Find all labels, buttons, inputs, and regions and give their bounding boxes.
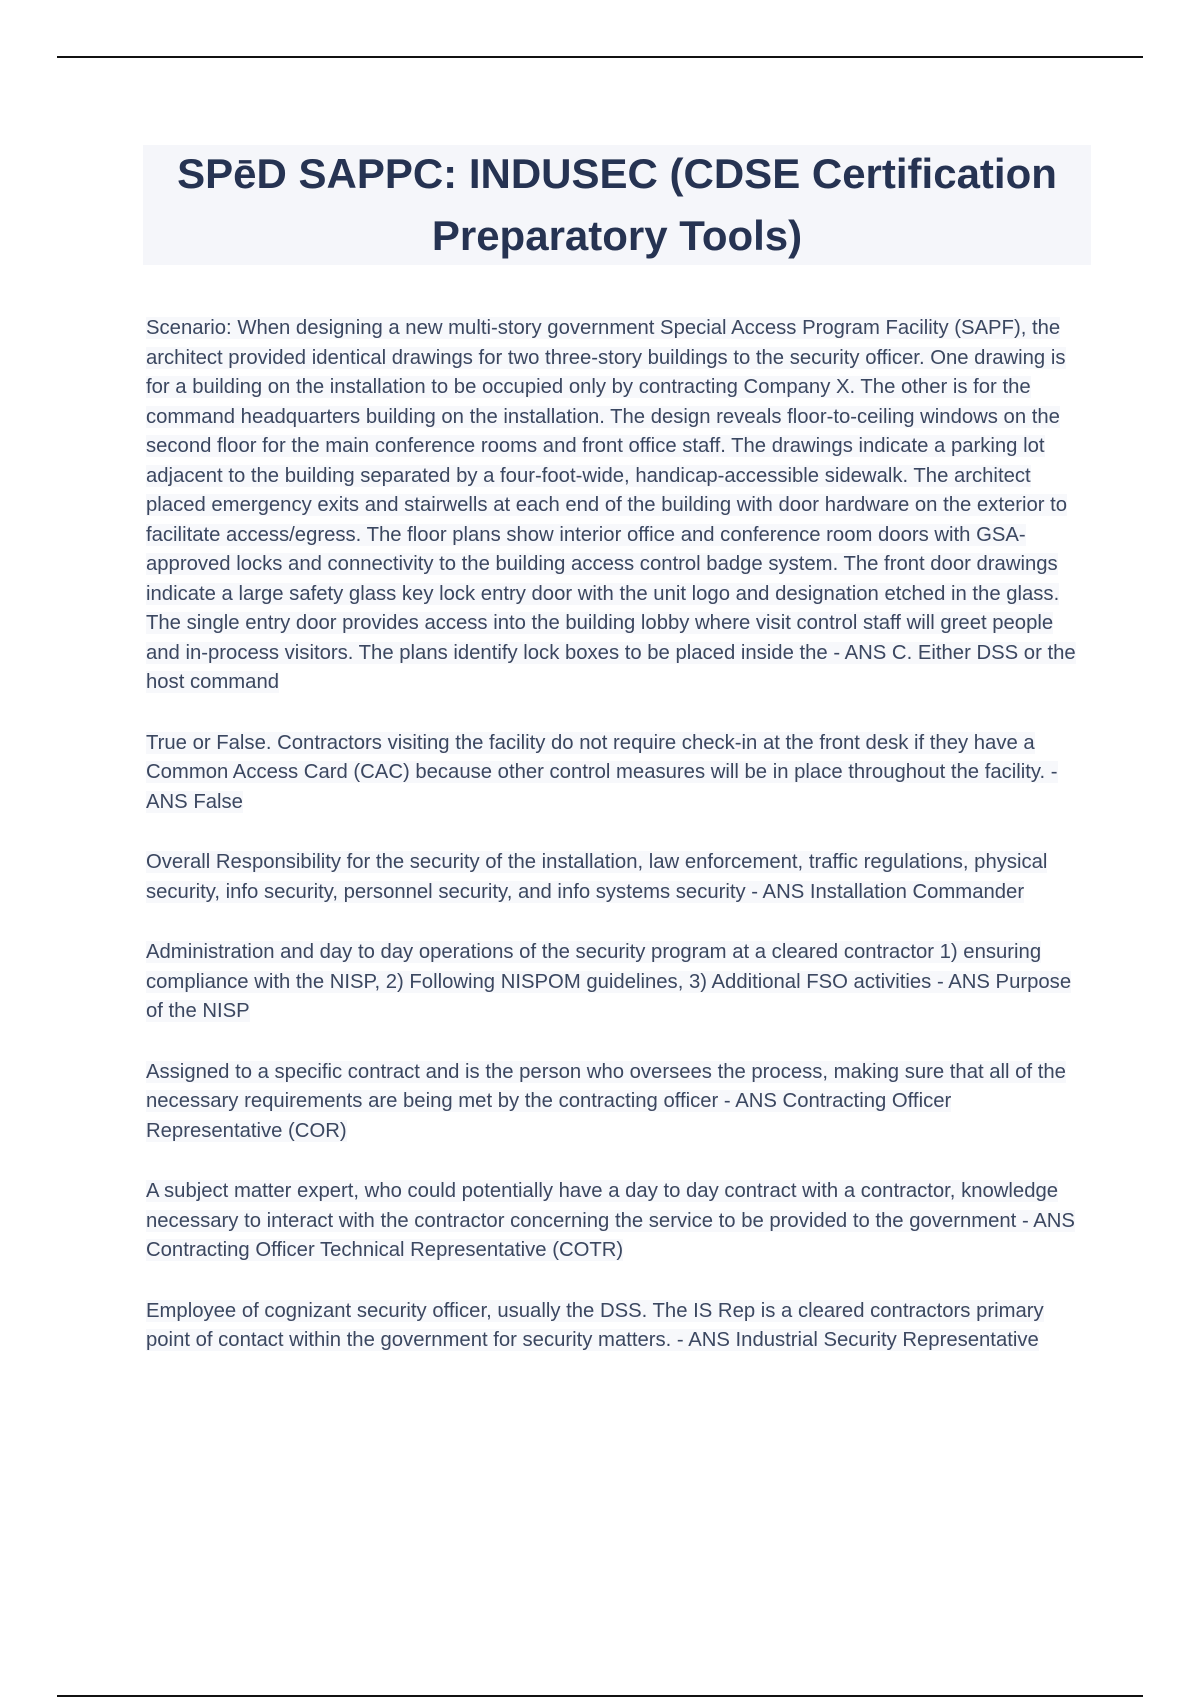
document-title: SPēD SAPPC: INDUSEC (CDSE Certification Preparatory Tools) xyxy=(177,150,1057,259)
qa-item-2: True or False. Contractors visiting the facility do not require check-in at the front desk if they have a Common Access Card (CAC) because other control measures will be in place throughout the facility. - ANS False xyxy=(146,731,1058,813)
qa-item-1: Scenario: When designing a new multi-story government Special Access Program Facility (SAPF), the architect provided identical drawings for two three-story buildings to the security officer. One drawing is for a building on the installation to be occupied only by contracting Company X. The other is for the command headquarters building on the installation. The design reveals floor-to-ceiling windows on the second floor for the main conference rooms and front office staff. The drawings indicate a parking lot adjacent to the building separated by a four-foot-wide, handicap-accessible sidewalk. The architect placed emergency exits and stairwells at each end of the building with door hardware on the exterior to facilitate access/egress. The floor plans show interior office and conference room doors with GSA-approved locks and connectivity to the building access control badge system. The front door drawings indicate a large safety glass key lock entry door with the unit logo and designation etched in the glass. The single entry door provides access into the building lobby where visit control staff will greet people and in-process visitors. The plans identify lock boxes to be placed inside the - ANS C. Either DSS or the host command xyxy=(146,317,1076,693)
footer-rule xyxy=(57,1695,1143,1697)
title-banner xyxy=(143,145,1091,265)
qa-item-3: Overall Responsibility for the security of the installation, law enforcement, traffic regulations, physical security, info security, personnel security, and info systems security - ANS Installation Commander xyxy=(146,851,1048,903)
document-body xyxy=(146,314,1091,1387)
qa-item-7: Employee of cognizant security officer, usually the DSS. The IS Rep is a cleared contractors primary point of contact within the government for security matters. - ANS Industrial Security Representative xyxy=(146,1299,1044,1351)
header-rule xyxy=(57,56,1143,58)
qa-item-5: Assigned to a specific contract and is the person who oversees the process, making sure that all of the necessary requirements are being met by the contracting officer - ANS Contracting Officer Representative (COR) xyxy=(146,1060,1066,1142)
qa-item-4: Administration and day to day operations of the security program at a cleared contractor 1) ensuring compliance with the NISP, 2) Following NISPOM guidelines, 3) Additional FSO activities - ANS Purpose of the NISP xyxy=(146,941,1072,1022)
qa-item-6: A subject matter expert, who could potentially have a day to day contract with a contractor, knowledge necessary to interact with the contractor concerning the service to be provided to the government - ANS Contracting Officer Technical Representative (COTR) xyxy=(146,1180,1075,1261)
